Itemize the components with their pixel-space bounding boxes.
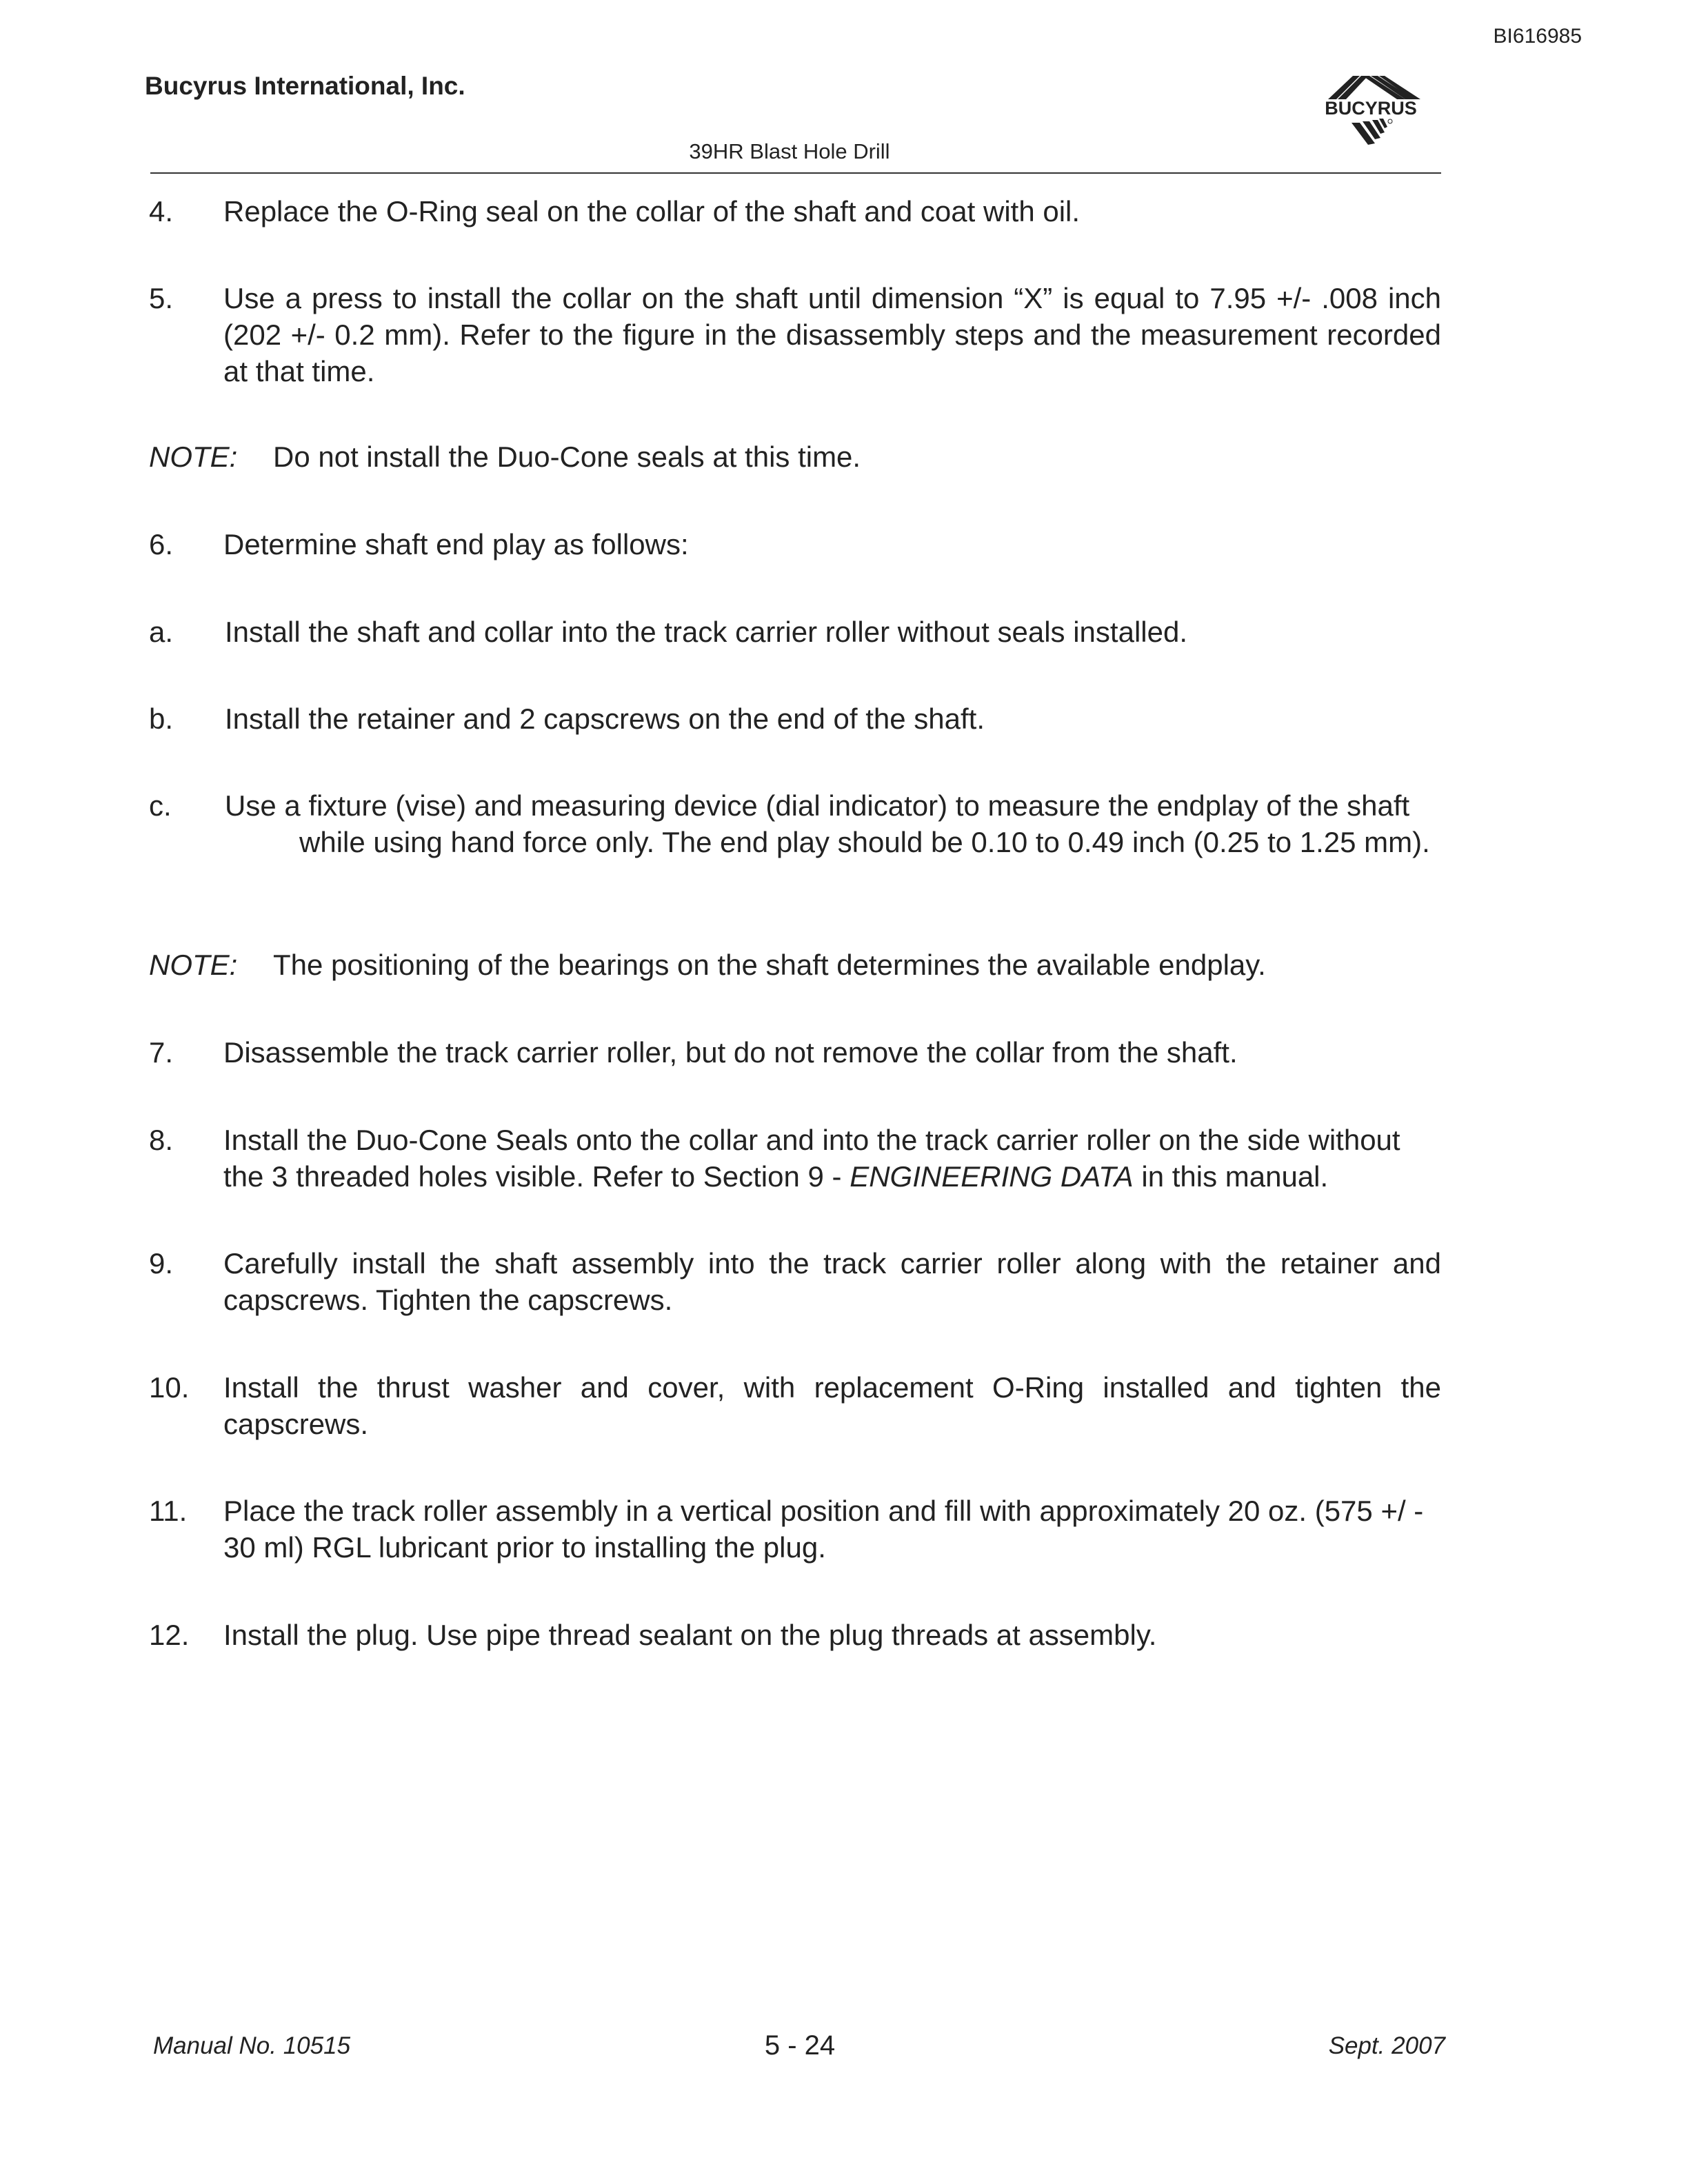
step-text: Install the plug. Use pipe thread sealant on the plug threads at assembly.	[223, 1619, 1157, 1651]
note-label: NOTE:	[149, 949, 238, 981]
step-text	[223, 1122, 1441, 1195]
substep-text-first-line: Use a fixture (vise) and measuring device (dial indicator) to measure the endplay of the shaft	[225, 789, 1410, 822]
step-number: 5.	[149, 282, 174, 314]
substep-letter: b.	[149, 702, 174, 735]
svg-text:BUCYRUS: BUCYRUS	[1325, 98, 1417, 119]
substep-text: Install the shaft and collar into the track carrier roller without seals installed.	[225, 616, 1187, 648]
step-number: 11.	[149, 1495, 188, 1527]
footer-manual-number: Manual No. 10515	[153, 2032, 351, 2059]
step-number: 4.	[149, 195, 174, 228]
company-name: Bucyrus International, Inc.	[145, 72, 465, 100]
step-number: 9.	[149, 1247, 174, 1280]
footer-page-number: 5 - 24	[764, 2030, 836, 2061]
footer-date: Sept. 2007	[1328, 2032, 1445, 2059]
note-text: Do not install the Duo-Cone seals at this time.	[273, 441, 861, 473]
step-number: 8.	[149, 1124, 174, 1156]
section-reference: ENGINEERING DATA	[850, 1160, 1134, 1193]
step-text: Place the track roller assembly in a vertical position and fill with approximately 20 oz. (575 +/ - 30 ml) RGL lubricant prior to installing the plug.	[223, 1495, 1424, 1564]
step-text: Use a press to install the collar on the shaft until dimension “X” is equal to 7.95 +/- .008 inch (202 +/- 0.2 mm). Refer to the figure in the disassembly steps and the measurement recorded at that time.	[223, 282, 1441, 387]
step-number: 6.	[149, 528, 174, 560]
header-divider	[150, 172, 1441, 174]
step-number: 7.	[149, 1036, 174, 1069]
model-title: 39HR Blast Hole Drill	[689, 139, 890, 163]
step-text: Replace the O-Ring seal on the collar of the shaft and coat with oil.	[223, 195, 1081, 228]
substep-text-continuation: while using hand force only. The end play should be 0.10 to 0.49 inch (0.25 to 1.25 mm).	[299, 826, 1430, 858]
step-text-part: Install the Duo-Cone Seals onto the collar and into the track carrier roller on the side without the 3 threaded holes visible. Refer to Section 9 -	[223, 1124, 1400, 1193]
note-text: The positioning of the bearings on the shaft determines the available endplay.	[273, 949, 1266, 981]
document-id: BI616985	[1493, 25, 1582, 48]
step-text-part: in this manual.	[1133, 1160, 1329, 1193]
substep-letter: a.	[149, 616, 174, 648]
substep-letter: c.	[149, 789, 172, 822]
step-text: Determine shaft end play as follows:	[223, 528, 689, 560]
substep-text: Install the retainer and 2 capscrews on the end of the shaft.	[225, 702, 985, 735]
step-number: 12.	[149, 1619, 190, 1651]
step-text: Install the thrust washer and cover, with replacement O-Ring installed and tighten the capscrews.	[223, 1371, 1441, 1440]
step-text: Carefully install the shaft assembly into the track carrier roller along with the retainer and capscrews. Tighten the capscrews.	[223, 1247, 1441, 1316]
step-text: Disassemble the track carrier roller, but do not remove the collar from the shaft.	[223, 1036, 1238, 1069]
step-number: 10.	[149, 1371, 190, 1404]
note-label: NOTE:	[149, 441, 238, 473]
